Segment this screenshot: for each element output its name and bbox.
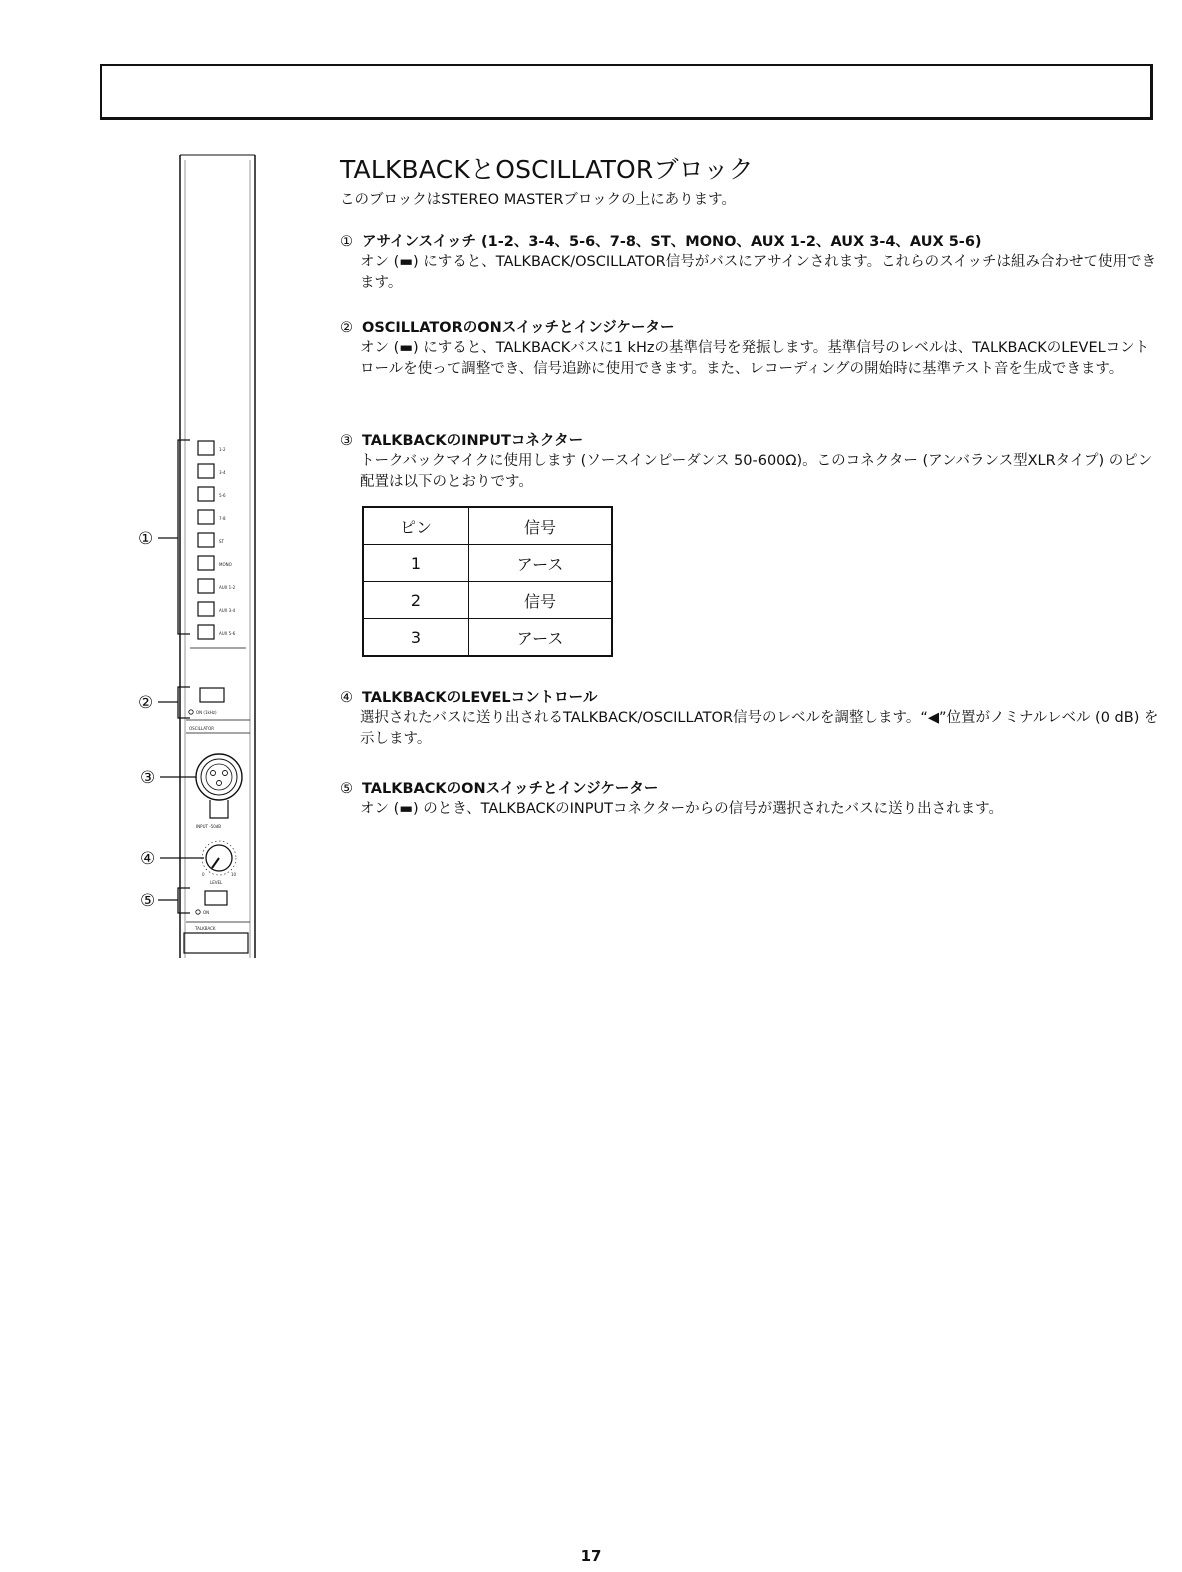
assign-switch-labels (219, 447, 236, 636)
section-number: ① (340, 234, 353, 250)
talkback-label: TALKBACK (195, 926, 216, 931)
page-subtitle: このブロックはSTEREO MASTERブロックの上にあります。 (340, 192, 736, 208)
assign-label: ST (219, 539, 224, 544)
table-row (363, 582, 612, 619)
pin-table-header: 信号 (469, 507, 613, 545)
level-scale-min: 0 (202, 872, 205, 877)
callout-4: ④ (140, 849, 156, 869)
assign-label: 5-6 (219, 493, 226, 498)
input-label: INPUT -50dB (196, 824, 222, 829)
section-number: ② (340, 320, 353, 336)
section-heading: アサインスイッチ (1-2、3-4、5-6、7-8、ST、MONO、AUX 1-2、AUX 3-4、AUX 5-6) (362, 234, 982, 250)
section-body: オン (▬) のとき、TALKBACKのINPUTコネクターからの信号が選択されたバスに送り出されます。 (360, 801, 1004, 817)
page-number: 17 (580, 1547, 602, 1565)
assign-label: AUX 5-6 (219, 631, 236, 636)
assign-label: MONO (219, 562, 232, 567)
assign-label: 3-4 (219, 470, 226, 475)
talkback-on-label: ON (203, 910, 210, 915)
pin-table (362, 506, 613, 657)
table-row (363, 619, 612, 657)
section-talkback-input (340, 431, 1160, 493)
section-number: ④ (340, 690, 353, 706)
assign-switches (198, 441, 214, 639)
section-heading: TALKBACKのONスイッチとインジケーター (362, 781, 659, 797)
section-heading: TALKBACKのLEVELコントロール (362, 690, 598, 706)
section-number: ⑤ (340, 781, 353, 797)
pin-cell: 2 (363, 582, 469, 619)
callout-2: ② (138, 693, 154, 713)
section-body: 選択されたバスに送り出されるTALKBACK/OSCILLATOR信号のレベルを調整します。“◀”位置がノミナルレベル (0 dB) を示します。 (360, 710, 1159, 747)
osc-label: OSCILLATOR (189, 726, 215, 731)
assign-label: AUX 1-2 (219, 585, 236, 590)
section-heading: OSCILLATORのONスイッチとインジケーター (362, 320, 675, 336)
page-title: TALKBACKとOSCILLATORブロック (340, 155, 754, 184)
assign-label: 1-2 (219, 447, 226, 452)
section-body: オン (▬) にすると、TALKBACKバスに1 kHzの基準信号を発振します。基準信号のレベルは、TALKBACKのLEVELコントロールを使って調整でき、信号追跡に使用できます。また、レコーディングの開始時に基準テスト音を生成できます。 (360, 340, 1150, 377)
section-talkback-level (340, 688, 1160, 750)
level-scale-max: 10 (231, 872, 237, 877)
level-label: LEVEL (210, 880, 223, 885)
section-body: オン (▬) にすると、TALKBACK/OSCILLATOR信号がバスにアサインされます。これらのスイッチは組み合わせて使用できます。 (360, 254, 1156, 291)
callout-1: ① (138, 529, 154, 549)
table-row (363, 545, 612, 582)
section-body: トークバックマイクに使用します (ソースインピーダンス 50-600Ω)。このコネクター (アンバランス型XLRタイプ) のピン配置は以下のとおりです。 (360, 453, 1153, 490)
pin-cell: 3 (363, 619, 469, 657)
section-oscillator-on (340, 318, 1160, 380)
callout-3: ③ (140, 768, 156, 788)
assign-label: 7-8 (219, 516, 226, 521)
signal-cell: アース (469, 545, 613, 582)
pin-cell: 1 (363, 545, 469, 582)
section-heading: TALKBACKのINPUTコネクター (362, 433, 584, 449)
assign-label: AUX 3-4 (219, 608, 236, 613)
section-talkback-on (340, 779, 1160, 820)
signal-cell: アース (469, 619, 613, 657)
signal-cell: 信号 (469, 582, 613, 619)
osc-indicator-label: ON (1kHz) (196, 710, 217, 715)
section-number: ③ (340, 433, 353, 449)
pin-table-header: ピン (363, 507, 469, 545)
callout-5: ⑤ (140, 891, 156, 911)
section-assign-switches (340, 232, 1160, 294)
